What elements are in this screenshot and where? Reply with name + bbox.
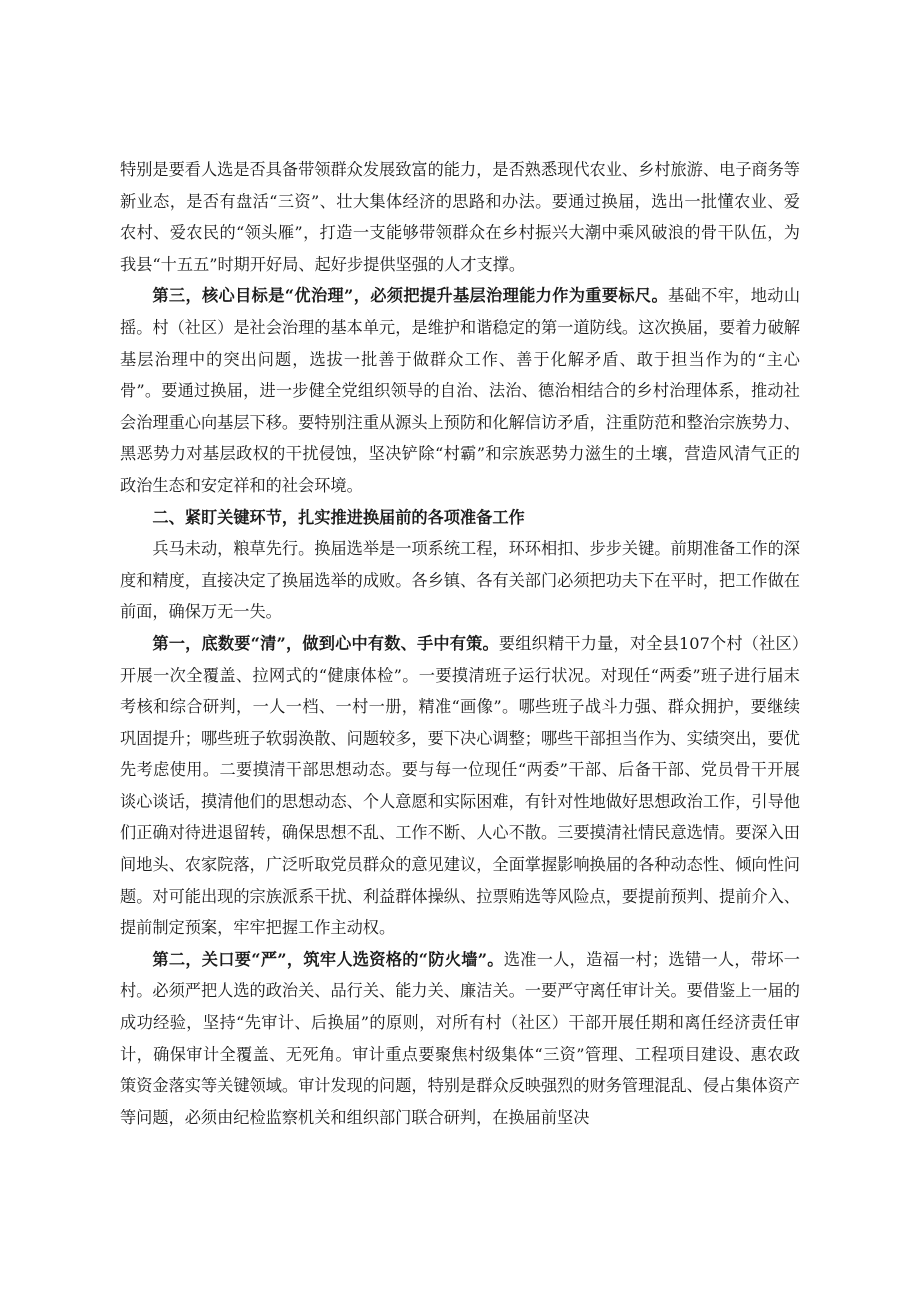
paragraph-lead-bold: 第三，核心目标是“优治理”，必须把提升基层治理能力作为重要标尺。 bbox=[152, 286, 669, 306]
paragraph-first-point bbox=[120, 628, 800, 944]
paragraph-body: 要组织精干力量，对全县107个村（社区）开展一次全覆盖、拉网式的“健康体检”。一要摸清班子运行状况。对现任“两委”班子进行届末考核和综合研判，一人一档、一村一册，精准“画像”。哪些班子战斗力强、群众拥护，要继续巩固提升；哪些班子软弱涣散、问题较多，要下决心调整；哪些干部担当作为、实绩突出，要优先考虑使用。二要摸清干部思想动态。要与每一位现任“两委”干部、后备干部、党员骨干开展谈心谈话，摸清他们的思想动态、个人意愿和实际困难，有针对性地做好思想政治工作，引导他们正确对待进退留转，确保思想不乱、工作不断、人心不散。三要摸清社情民意选情。要深入田间地头、农家院落，广泛听取党员群众的意见建议，全面掌握影响换届的各种动态性、倾向性问题。对可能出现的宗族派系干扰、利益群体操纵、拉票贿选等风险点，要提前预判、提前介入、提前制定预案，牢牢把握工作主动权。 bbox=[120, 633, 801, 938]
paragraph-lead-bold: 第二，关口要“严”，筑牢人选资格的“防火墙”。 bbox=[152, 949, 504, 969]
section-heading-2: 二、紧盯关键环节，扎实推进换届前的各项准备工作 bbox=[152, 507, 525, 527]
paragraph-second-point bbox=[120, 944, 800, 1134]
paragraph-continued: 特别是要看人选是否具备带领群众发展致富的能力，是否熟悉现代农业、乡村旅游、电子商务等新业态，是否有盘活“三资”、壮大集体经济的思路和办法。要通过换届，选出一批懂农业、爱农村、爱农民的“领头雁”，打造一支能够带领群众在乡村振兴大潮中乘风破浪的骨干队伍，为我县“十五五”时期开好局、起好步提供坚强的人才支撑。 bbox=[120, 160, 800, 274]
paragraph-lead-bold: 第一，底数要“清”，做到心中有数、手中有策。 bbox=[152, 633, 499, 653]
document-page bbox=[120, 154, 800, 1133]
paragraph-third-point bbox=[120, 280, 800, 501]
paragraph-intro: 兵马未动，粮草先行。换届选举是一项系统工程，环环相扣、步步关键。前期准备工作的深度和精度，直接决定了换届选举的成败。各乡镇、各有关部门必须把功夫下在平时，把工作做在前面，确保万无一失。 bbox=[120, 539, 800, 622]
paragraph-body: 基础不牢，地动山摇。村（社区）是社会治理的基本单元，是维护和谐稳定的第一道防线。这次换届，要着力破解基层治理中的突出问题，选拔一批善于做群众工作、善于化解矛盾、敢于担当作为的“主心骨”。要通过换届，进一步健全党组织领导的自治、法治、德治相结合的乡村治理体系，推动社会治理重心向基层下移。要特别注重从源头上预防和化解信访矛盾，注重防范和整治宗族势力、黑恶势力对基层政权的干扰侵蚀，坚决铲除“村霸”和宗族恶势力滋生的土壤，营造风清气正的政治生态和安定祥和的社会环境。 bbox=[120, 286, 801, 495]
paragraph-body: 选准一人，造福一村；选错一人，带坏一村。必须严把人选的政治关、品行关、能力关、廉洁关。一要严守离任审计关。要借鉴上一届的成功经验，坚持“先审计、后换届”的原则，对所有村（社区）干部开展任期和离任经济责任审计，确保审计全覆盖、无死角。审计重点要聚焦村级集体“三资”管理、工程项目建设、惠农政策资金落实等关键领域。审计发现的问题，特别是群众反映强烈的财务管理混乱、侵占集体资产等问题，必须由纪检监察机关和组织部门联合研判，在换届前坚决 bbox=[120, 949, 800, 1127]
